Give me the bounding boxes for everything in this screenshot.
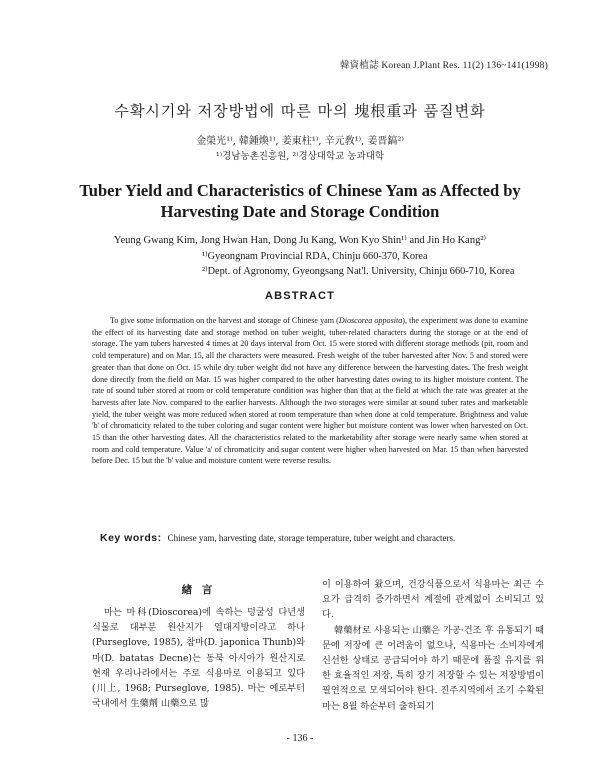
korean-title: 수확시기와 저장방법에 따른 마의 塊根重과 품질변화 (114, 102, 486, 120)
abstract-body (92, 315, 528, 467)
keywords (100, 532, 455, 544)
affiliation-2: ²⁾Dept. of Agronomy, Gyeongsang Nat'l. University, Chinju 660-710, Korea (202, 266, 515, 277)
left-column (92, 605, 305, 711)
page-number: - 136 - (286, 733, 314, 744)
introduction-heading: 緖 言 (181, 584, 216, 596)
intro-paragraph-1: 마는 마科(Dioscorea)에 속하는 덩굴성 다년생 식물로 대부분 원산지가 열대지방이라고 하나(Purseglove, 1985), 참마(D. japonica Thunb)와 마(D. batatas Decne)는 동북 아시아가 원산지로 현재 우리나라에서는 주로 식용마로 이용되고 있다(川上, 1968; Purseglove, 1985). 마는 예로부터 국내에서 生藥劑 山藥으로 많 (92, 607, 305, 710)
english-affiliations (202, 249, 514, 279)
korean-authors: 金榮光¹⁾, 韓鍾煥¹⁾, 姜東柱¹⁾, 辛元敎¹⁾, 姜晋鎬²⁾ (196, 136, 404, 147)
abstract-text-start: To give some information on the harvest and storage of Chinese yam ( (110, 316, 339, 325)
keywords-text: Chinese yam, harvesting date, storage temperature, tuber weight and characters. (167, 533, 456, 543)
affiliation-1: ¹⁾Gyeongnam Provincial RDA, Chinju 660-370, Korea (202, 251, 428, 262)
english-title: Tuber Yield and Characteristics of Chinese Yam as Affected by Harvesting Date and Storage Condition (79, 181, 521, 221)
english-authors: Yeung Gwang Kim, Jong Hwan Han, Dong Ju Kang, Won Kyo Shin¹⁾ and Jin Ho Kang²⁾ (113, 235, 487, 246)
korean-affiliations: ¹⁾경남농촌진흥원, ²⁾경상대학교 농과대학 (215, 151, 385, 162)
right-column (322, 577, 544, 714)
intro-paragraph-cont: 이 이용하여 왔으며, 건강식품으로서 식용마는 최근 수요가 급격히 증가하면서 계절에 관계없이 소비되고 있다. (322, 579, 544, 621)
species-name: Dioscorea opposita (338, 316, 403, 325)
journal-citation: 韓資植誌 Korean J.Plant Res. 11(2) 136~141(1998) (339, 61, 548, 71)
abstract-paragraph (92, 315, 528, 467)
abstract-heading: ABSTRACT (264, 290, 336, 302)
abstract-text-rest: ), the experiment was done to examine the effect of its harvesting date and storage method on tuber weight, tuber-related characters during the storage or at the end of storage. The yam tubers harvested 4 times at 20 days interval from Oct. 15 were stored with different storage methods (pit, room and cold temperature) and on Mar. 15, all the characters were measured. Fresh weight of the tuber harvested after Nov. 5 and stored were greater than that done on Oct. 15 while dry tuber weight did not have any difference between the harvesting dates. The fresh weight done directly from the field on Mar. 15 was higher compared to the other harvesting dates owing to its higher moisture content. The rate of sound tuber stored at room or cold temperature condition was higher than that at the field at which the rate was greater at the harvests after late Nov. compared to the earlier harvests. Although the two storages were similar at sound tuber rates and marketable yield, the tuber weight was more reduced when stored at room temperature than when done at cold temperature. Brightness and value 'b' of chromaticity related to the tuber coloring and sugar content were higher but moisture content was lower when harvested on Oct. 15 than the other harvesting dates. All the characteristics related to the marketability after storage were nearly same when stored at room and cold temperature. Value 'a' of chromaticity and sugar content were higher when harvested on Mar. 15 than when harvested before Dec. 15 but the 'b' value and moisture content were reverse results. (92, 316, 528, 466)
keywords-label: Key words: (100, 532, 162, 544)
intro-paragraph-2: 韓藥材로 사용되는 山藥은 가공·건조 후 유통되기 때문에 저장에 큰 어려움이 없으나, 식용마는 소비자에게 신선한 상태로 공급되어야 하기 때문에 품질 유지를 위한 효율적인 저장, 특히 장기 저장할 수 있는 저장방법이 필연적으로 모색되어야 한다. 진주지역에서 조기 수확된 마는 8월 하순부터 출하되기 (322, 624, 544, 712)
